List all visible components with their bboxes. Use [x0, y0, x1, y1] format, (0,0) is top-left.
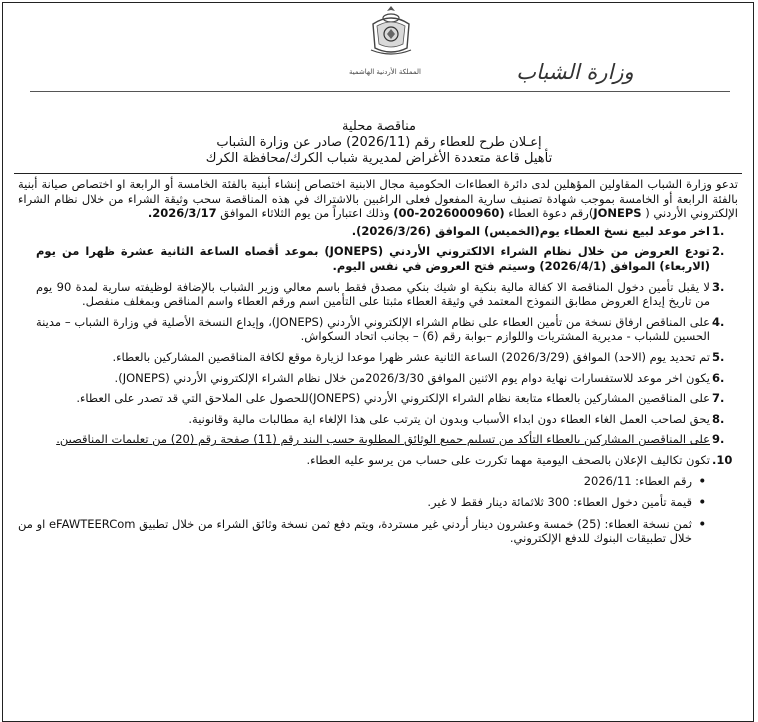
item-text: اخر موعد لبيع نسخ العطاء يوم(الخميس) الموافق (2026/3/26).	[351, 223, 710, 238]
title-project: تأهيل قاعة متعددة الأغراض لمديرية شباب الكرك/محافظة الكرك	[205, 151, 553, 166]
list-item	[18, 315, 738, 344]
item-text: لا يقبل تأمين دخول المناقصة الا كفالة مالية بنكية او شيك بنكي مصدق فقط باسم معالي وزير الشباب بالإضافة لوظيفته سارية لمدة 90 يوم من تاريخ إيداع العروض مطابق النموذج المعتمد في وثيقة العطاء مثبتا على التأمين اسم ورقم العطاء واسم المناقص وبمغلف منفصل.	[36, 279, 710, 309]
title-announcement: إعـلان طرح للعطاء رقم (2026/11) صادر عن وزارة الشباب	[216, 135, 542, 150]
item-text: تودع العروض من خلال نظام الشراء الالكتروني الأردني (JONEPS) بموعد أقصاه الساعة الثانية عشرة ظهرا من يوم (الاربعاء) الموافق (2026/4/1) وسيتم فتح العروض في نفس اليوم.	[36, 244, 710, 273]
item-number: 4.	[712, 314, 725, 329]
item-text: تكون تكاليف الإعلان بالصحف اليومية مهما تكررت على حساب من يرسو عليه العطاء.	[306, 452, 710, 467]
letterhead	[0, 0, 758, 100]
item-text: على المناقصين المشاركين بالعطاء متابعة نظام الشراء الإلكتروني الأردني (JONEPS)للحصول على الملاحق التي قد تصدر على العطاء.	[76, 391, 710, 406]
item-number: 8.	[712, 411, 725, 426]
item-text: على المناقصين المشاركين بالعطاء التأكد من تسليم جميع الوثائق المطلوبة حسب البند رقم (11) صفحة رقم (20) من تعليمات المناقصين.	[56, 432, 710, 447]
item-text: يكون اخر موعد للاستفسارات نهاية دوام يوم الاثنين الموافق 2026/3/30من خلال نظام الشراء الإلكتروني الأردني (JONEPS).	[114, 370, 710, 385]
list-item	[18, 391, 738, 406]
intro-paragraph	[18, 177, 738, 221]
detail-tender-number: • رقم العطاء: 2026/11	[18, 474, 738, 489]
intro-start-date: 2026/3/17.	[147, 206, 217, 221]
list-item	[18, 280, 738, 309]
intro-text-1: تدعو وزارة الشباب المقاولين المؤهلين لدى دائرة العطاءات الحكومية مجال الابنية اختصاص إنشاء أبنية بالفئة الخامسة أو الرابعة او اختصاص صيانة أبنية بالفئة الرابعة أو الخامسة بموجب شهادة تصنيف سارية المفعول فعلى الراغبين بالاشتراك في هذه المناقصة سحب وثيقة الشراء من خلال نظام الشراء الإلكتروني الأردني (	[18, 177, 738, 221]
item-number: 1.	[712, 223, 725, 238]
list-item	[18, 224, 738, 239]
title-divider	[14, 173, 742, 174]
list-item	[18, 453, 738, 468]
announcement-titles	[0, 119, 758, 167]
item-number: 6.	[712, 370, 725, 385]
list-item	[18, 350, 738, 365]
conditions-list	[18, 224, 738, 468]
list-item	[18, 371, 738, 386]
intro-text-3: وذلك اعتباراً من يوم الثلاثاء الموافق	[216, 206, 394, 221]
kingdom-emblem-icon	[367, 4, 415, 56]
item-number: 9.	[712, 432, 725, 447]
intro-tender-number: (2026000960-00)	[393, 206, 505, 221]
item-number: 5.	[712, 349, 725, 364]
item-number: 7.	[712, 391, 725, 406]
item-number: 2.	[712, 244, 725, 259]
ministry-name: وزارة الشباب	[516, 60, 634, 84]
item-number: .10	[712, 452, 733, 467]
kingdom-name: المملكة الأردنية الهاشمية	[348, 68, 422, 76]
item-text: تم تحديد يوم (الاحد) الموافق (2026/3/29) الساعة الثانية عشر ظهرا موعدا لزيارة موقع لكافة المناقصين المشاركين بالعطاء.	[112, 349, 710, 364]
detail-copy-price: • ثمن نسخة العطاء: (25) خمسة وعشرون دينار أردني غير مستردة، ويتم دفع ثمن نسخة وثائق الشراء من خلال تطبيق eFAWTEERCom او من خلال تطبيقات البنوك للدفع الإلكتروني.	[18, 517, 738, 546]
header-divider	[30, 91, 730, 92]
announcement-body	[18, 177, 738, 553]
intro-joneps: JONEPS	[593, 206, 642, 221]
title-local-tender: مناقصة محلية	[342, 119, 416, 134]
list-item	[18, 412, 738, 427]
list-item	[18, 244, 738, 273]
item-text: على المناقص ارفاق نسخة من تأمين العطاء على نظام الشراء الإلكتروني الأردني (JONEPS)، وإيداع النسخة الأصلية في وزارة الشباب – مدينة الحسين للشباب - مديرية المشتريات واللوازم –بوابة رقم (6) – بجانب اتحاد السكواش.	[36, 314, 711, 344]
item-text: يحق لصاحب العمل الغاء العطاء دون ابداء الأسباب وبدون ان يترتب على هذا الإلغاء اية مطالبات مالية وقانونية.	[188, 411, 710, 426]
tender-details-list	[18, 474, 738, 546]
detail-deposit-value: • قيمة تأمين دخول العطاء: 300 ثلاثمائة دينار فقط لا غير.	[18, 495, 738, 510]
intro-text-2: )رقم دعوة العطاء	[504, 206, 594, 221]
item-number: 3.	[712, 279, 725, 294]
list-item	[18, 432, 738, 447]
